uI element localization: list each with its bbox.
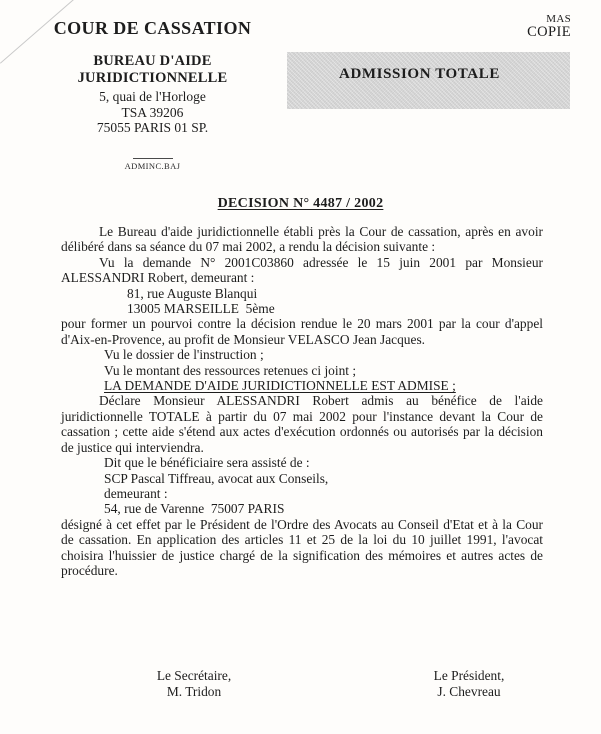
paragraph-assist-residing: demeurant : xyxy=(104,485,168,501)
bureau-code: ADMINC.BAJ xyxy=(124,160,181,171)
bureau-code-block xyxy=(30,158,275,171)
code-rule xyxy=(133,158,173,159)
bureau-address-line1: 5, quai de l'Horloge xyxy=(99,89,206,104)
applicant-address-line2: 13005 MARSEILLE 5ème xyxy=(127,301,275,317)
corner-copie-text: COPIE xyxy=(527,24,571,41)
paragraph-request: Vu la demande N° 2001C03860 adressée le 15 juin 2001 par Monsieur ALESSANDRI Robert, demeurant : xyxy=(61,254,543,286)
decision-body xyxy=(61,224,543,578)
decision-title-text: DECISION N° 4487 / 2002 xyxy=(217,196,384,211)
corner-mas-text: MAS xyxy=(546,13,571,25)
corner-label xyxy=(527,13,571,41)
bureau-address-line3: 75055 PARIS 01 SP. xyxy=(96,120,209,135)
signature-president xyxy=(390,668,548,700)
paragraph-assist-name: SCP Pascal Tiffreau, avocat aux Conseils, xyxy=(104,470,329,486)
paragraph-assist-intro: Dit que le bénéficiaire sera assisté de : xyxy=(104,455,310,471)
paragraph-assist-address: 54, rue de Varenne 75007 PARIS xyxy=(104,501,285,517)
signature-secretary xyxy=(118,668,270,700)
signature-secretary-name: M. Tridon xyxy=(166,683,222,699)
paragraph-declare: Déclare Monsieur ALESSANDRI Robert admis au bénéfice de l'aide juridictionnelle TOTALE à partir du 07 mai 2002 pour l'instance devant la Cour de cassation ; cette aide s'étend aux actes d'exécution ordonnés ou autorisés par la décision de justice qui interviendra. xyxy=(61,393,543,455)
decision-title xyxy=(0,196,601,212)
paragraph-preamble: Le Bureau d'aide juridictionnelle établi près la Cour de cassation, après en avoir délibéré dans sa séance du 07 mai 2002, a rendu la décision suivante : xyxy=(61,224,543,255)
paragraph-vu-ressources: Vu le montant des ressources retenues ci joint ; xyxy=(104,362,357,378)
heading-demande-admise: LA DEMANDE D'AIDE JURIDICTIONNELLE EST ADMISE ; xyxy=(104,378,456,394)
admission-stamp-label: ADMISSION TOTALE xyxy=(339,66,500,82)
bureau-address-line2: TSA 39206 xyxy=(121,104,184,120)
admission-stamp xyxy=(287,52,570,109)
signature-president-role: Le Président, xyxy=(433,668,505,683)
bureau-name: BUREAU D'AIDE JURIDICTIONNELLE xyxy=(77,53,228,86)
court-title: COUR DE CASSATION xyxy=(53,18,252,38)
paragraph-purpose: pour former un pourvoi contre la décision rendue le 20 mars 2001 par la cour d'appel d'Aix-en-Provence, au profit de Monsieur VELASCO Jean Jacques. xyxy=(61,316,543,347)
paragraph-designation: désigné à cet effet par le Président de l'Ordre des Avocats au Conseil d'Etat et à la Cour de cassation. En application des articles 11 et 25 de la loi du 10 juillet 1991, l'avocat choisira l'huissier de justice chargé de la signification des mémoires et autres actes de procédure. xyxy=(61,516,543,578)
paragraph-vu-dossier: Vu le dossier de l'instruction ; xyxy=(104,347,264,363)
applicant-address-line1: 81, rue Auguste Blanqui xyxy=(127,285,258,301)
signature-secretary-role: Le Secrétaire, xyxy=(156,668,232,683)
signature-president-name: J. Chevreau xyxy=(437,683,501,699)
letterhead xyxy=(30,18,275,171)
